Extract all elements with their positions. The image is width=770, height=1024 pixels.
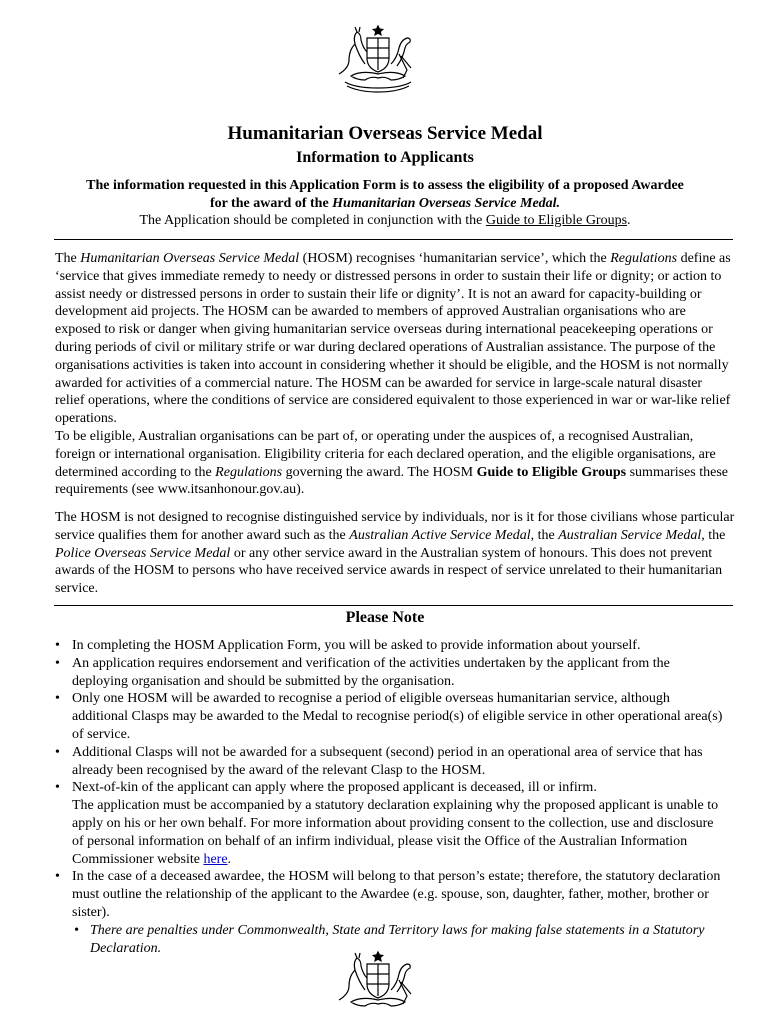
p2-text-1: To be eligible, Australian organisations can be part of, or operating under the auspices of, a recognised Australian, foreign or international organisation. Eligibility criteria for each declared operation, and the eligible organisations, are determined according to the <box>55 428 716 480</box>
list-item <box>55 744 725 780</box>
note-item-text: In completing the HOSM Application Form, you will be asked to provide information about yourself. <box>72 638 641 653</box>
bullet-icon: • <box>55 869 60 885</box>
bullet-icon: • <box>55 780 60 796</box>
paragraph-not-designed-for <box>55 509 735 598</box>
intro-medal-name: Humanitarian Overseas Service Medal. <box>332 195 561 211</box>
p3-asm: Australian Service Medal <box>558 527 702 543</box>
note-item-text: Only one HOSM will be awarded to recognise a period of eligible overseas humanitarian service, although additional Clasps may be awarded to the Medal to recognise period(s) of eligible service in other operational area(s) of service. <box>72 691 723 742</box>
divider-note <box>54 605 733 606</box>
bullet-icon: • <box>55 655 60 671</box>
note-item-text: Next-of-kin of the applicant can apply where the proposed applicant is deceased, ill or infirm. <box>72 780 597 796</box>
bullet-icon: • <box>55 691 60 707</box>
bullet-icon: • <box>55 744 60 760</box>
form-subtitle: Information to Applicants <box>296 149 474 166</box>
intro-line-2 <box>40 195 730 213</box>
intro-line-3-end: . <box>627 213 631 228</box>
please-note-heading: Please Note <box>345 609 425 626</box>
list-item <box>55 655 725 691</box>
list-item <box>55 779 725 868</box>
list-item <box>55 868 725 921</box>
p2-guide-name: Guide to Eligible Groups <box>476 464 627 480</box>
p3-aasm: Australian Active Service Medal <box>349 527 531 543</box>
p3-text <box>55 509 735 598</box>
penalties-warning: There are penalties under Commonwealth, State and Territory laws for making false statements in a Statutory Declaration. <box>90 922 705 956</box>
bullet-icon: • <box>74 922 79 938</box>
p2-text-3: summarises these requirements (see www.itsanhonour.gov.au). <box>55 464 728 498</box>
note-item-continuation: The application must be accompanied by a statutory declaration explaining why the proposed applicant is unable to apply on his or her own behalf. For more information about providing consent to the collection, use and disclosure of personal information on behalf of an infirm individual, please visit the Office of the Australian Information Commissioner website <box>72 798 719 867</box>
form-title: Humanitarian Overseas Service Medal <box>227 123 543 144</box>
paragraph-hosm-definition <box>55 250 735 428</box>
intro-block <box>40 177 730 230</box>
note-item-text: In the case of a deceased awardee, the HOSM will belong to that person’s estate; therefore, the statutory declaration must outline the relationship of the applicant to the Awardee (e.g. spouse, son, daughter, father, mother, brother or sister). <box>72 869 721 920</box>
p3-text-4: or any other service award in the Australian system of honours. This does not prevent awards of the HOSM to persons who have received service awards in respect of service unrelated to their humanitarian service. <box>55 545 723 597</box>
p2-text-2: governing the award. The HOSM <box>282 464 477 480</box>
intro-line-3 <box>40 212 730 230</box>
commonwealth-coat-of-arms-icon <box>331 950 425 1022</box>
note-item-text: Additional Clasps will not be awarded for a subsequent (second) period in an operational area of service that has already been recognised by the award of the relevant Clasp to the HOSM. <box>72 744 703 778</box>
p1-text-1: The <box>55 251 81 266</box>
list-item <box>55 690 725 743</box>
paragraph-eligibility <box>55 428 735 499</box>
intro-line-1: The information requested in this Application Form is to assess the eligibility of a proposed Awardee <box>86 178 684 193</box>
p1-regulations: Regulations <box>610 251 678 266</box>
divider-top <box>54 239 733 240</box>
guide-to-eligible-groups-link[interactable]: Guide to Eligible Groups <box>485 213 628 228</box>
list-item <box>55 637 725 655</box>
p1-text-3: define as ‘service that gives immediate remedy to needy or distressed persons in order to sustain their life or dignity; or action to assist needy or distressed persons in order to sustain their life or dignity’. It is not an award for capacity-building or development aid projects. The HOSM can be awarded to members of approved Australian organisations who are exposed to risk or danger when giving humanitarian service overseas during international peacekeeping operations or during periods of civil or military strife or war during declared operations of Australian assistance. The purpose of the organisations activities is taken into account in considering whether it should be eligible, and the HOSM is not normally awarded for activities of a commercial nature. The HOSM can be awarded for service in large-scale natural disaster relief operations, where the conditions of service are considered equivalent to those experienced in war or war-like relief operations. <box>55 251 731 427</box>
p3-text-3: , the <box>701 527 726 543</box>
p3-posm: Police Overseas Service Medal <box>55 545 231 561</box>
note-item-text: An application requires endorsement and verification of the activities undertaken by the applicant from the deploying organisation and should be submitted by the organisation. <box>72 655 670 689</box>
note-item-end: . <box>227 851 232 867</box>
bullet-icon: • <box>55 638 60 653</box>
p1-text-2: (HOSM) recognises ‘humanitarian service’, which the <box>299 251 611 266</box>
oaic-website-link[interactable]: here <box>203 851 228 867</box>
p2-regulations: Regulations <box>215 464 283 480</box>
please-note-list <box>55 637 725 957</box>
intro-line-3-text: The Application should be completed in conjunction with the <box>139 213 486 228</box>
p3-text-1: The HOSM is not designed to recognise distinguished service by individuals, nor is it for those civilians whose particular service qualifies them for another award such as the <box>55 510 735 543</box>
body-paragraphs <box>55 250 735 499</box>
commonwealth-coat-of-arms-icon <box>331 24 425 96</box>
intro-line-2-text: for the award of the <box>209 195 333 211</box>
p1-medal-name: Humanitarian Overseas Service Medal <box>80 251 300 266</box>
p3-text-2: , the <box>530 527 559 543</box>
